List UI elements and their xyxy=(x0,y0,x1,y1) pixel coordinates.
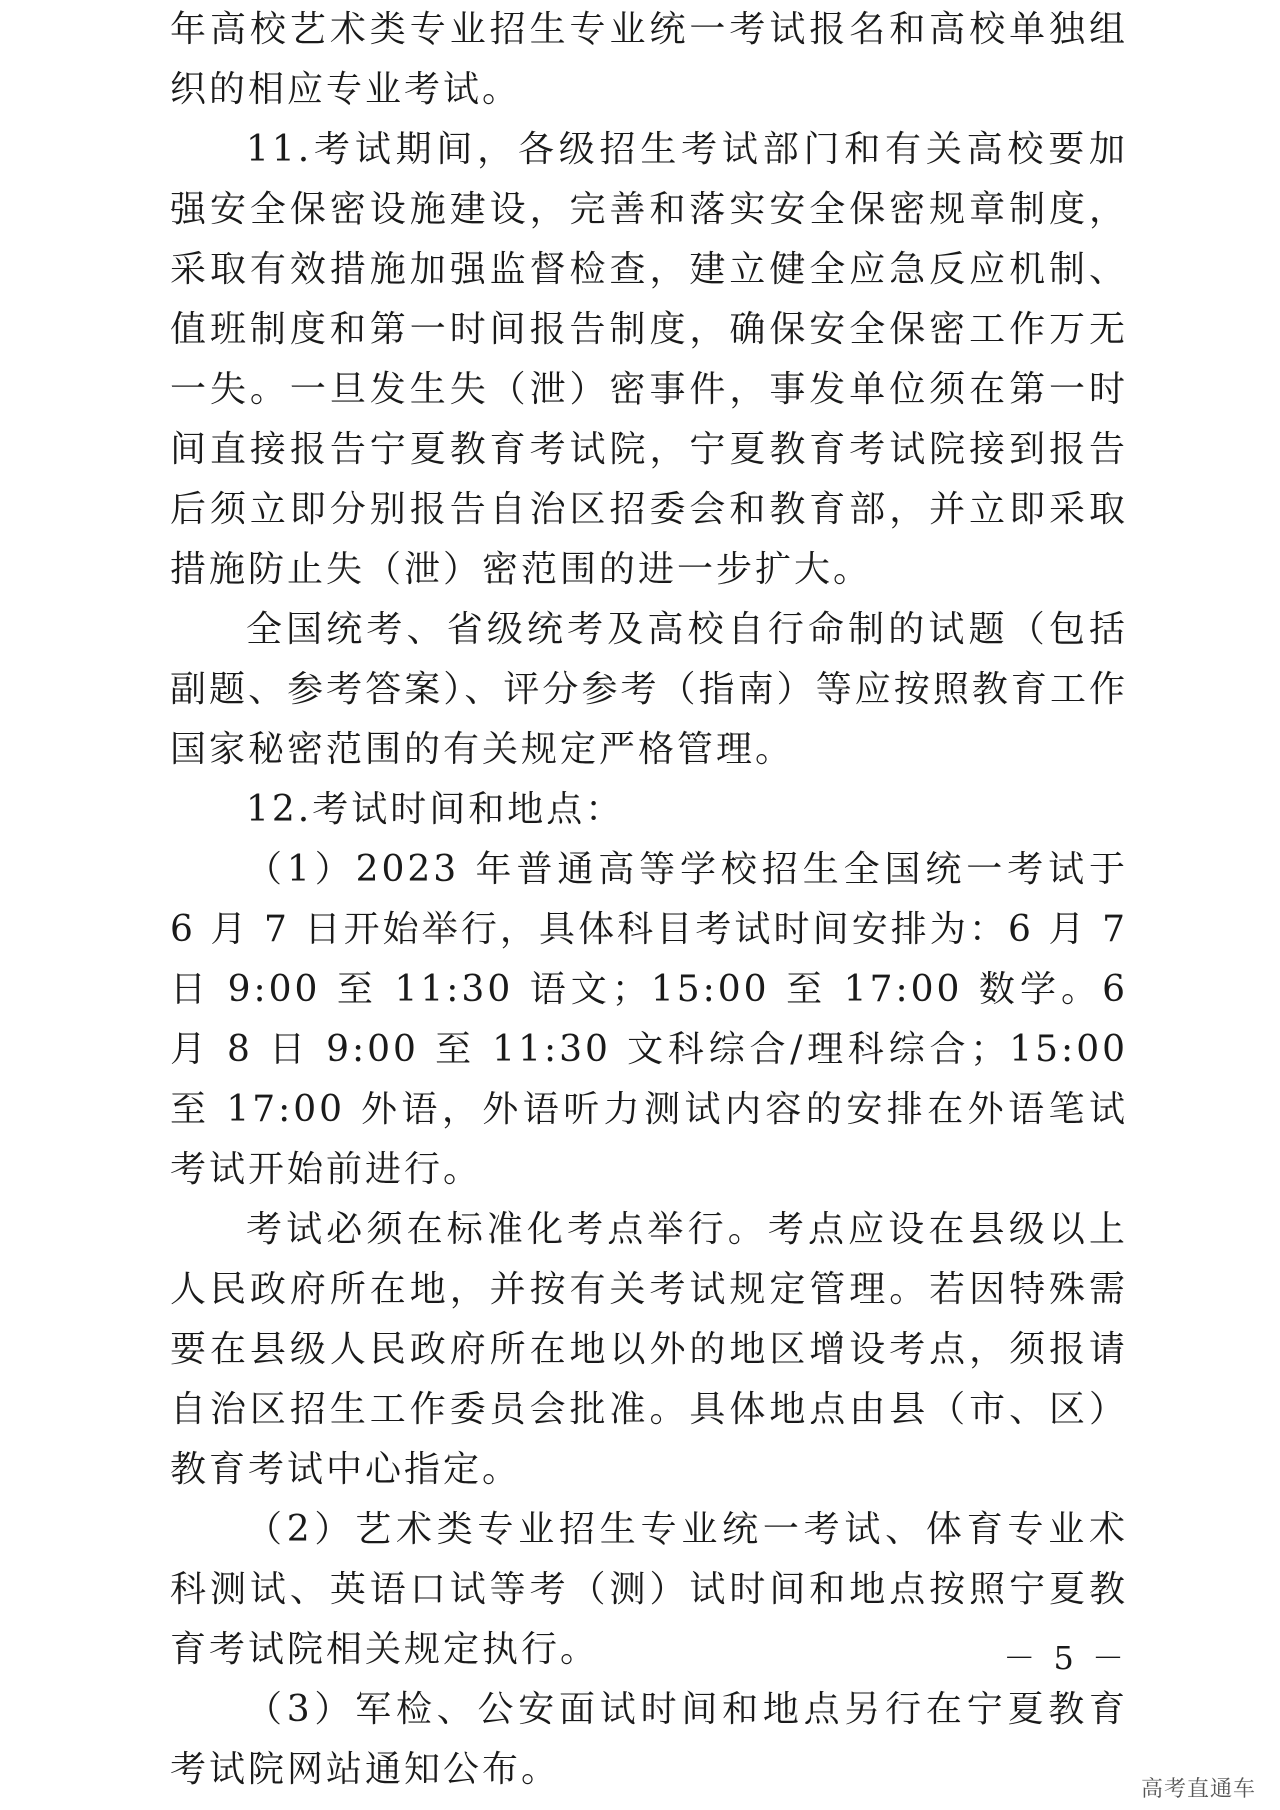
paragraph-exam-paper-management: 全国统考、省级统考及高校自行命制的试题（包括副题、参考答案）、评分参考（指南）等应按照教育工作国家秘密范围的有关规定严格管理。 xyxy=(170,609,1128,770)
paragraph-item-12-heading: 12.考试时间和地点： xyxy=(246,789,625,830)
paragraph-item-11-security: 11.考试期间，各级招生考试部门和有关高校要加强安全保密设施建设，完善和落实安全保密规章制度，采取有效措施加强监督检查，建立健全应急反应机制、值班制度和第一时间报告制度，确保安全保密工作万无一失。一旦发生失（泄）密事件，事发单位须在第一时间直接报告宁夏教育考试院，宁夏教育考试院接到报告后须立即分别报告自治区招委会和教育部，并立即采取措施防止失（泄）密范围的进一步扩大。 xyxy=(170,129,1128,590)
paragraph-item-12-3-military-police: （3）军检、公安面试时间和地点另行在宁夏教育考试院网站通知公布。 xyxy=(170,1689,1128,1790)
paragraph-item-12-1-schedule: （1）2023 年普通高等学校招生全国统一考试于 6 月 7 日开始举行，具体科目考试时间安排为：6 月 7 日 9:00 至 11:30 语文；15:00 至 17:00 数学。6 月 8 日 9:00 至 11:30 文科综合/理科综合；15:00 至 17:00 外语，外语听力测试内容的安排在外语笔试考试开始前进行。 xyxy=(170,849,1128,1190)
document-page xyxy=(170,0,1128,1810)
page-number: － 5 － xyxy=(1003,1639,1128,1677)
paragraph-exam-registration-end: 年高校艺术类专业招生专业统一考试报名和高校单独组织的相应专业考试。 xyxy=(170,9,1128,110)
watermark-text: 高考直通车 xyxy=(1140,1777,1256,1802)
paragraph-exam-venue-rules: 考试必须在标准化考点举行。考点应设在县级以上人民政府所在地，并按有关考试规定管理。若因特殊需要在县级人民政府所在地以外的地区增设考点，须报请自治区招生工作委员会批准。具体地点由县（市、区）教育考试中心指定。 xyxy=(170,1209,1128,1490)
paragraph-item-12-2-art-sports: （2）艺术类专业招生专业统一考试、体育专业术科测试、英语口试等考（测）试时间和地点按照宁夏教育考试院相关规定执行。 xyxy=(170,1509,1128,1670)
